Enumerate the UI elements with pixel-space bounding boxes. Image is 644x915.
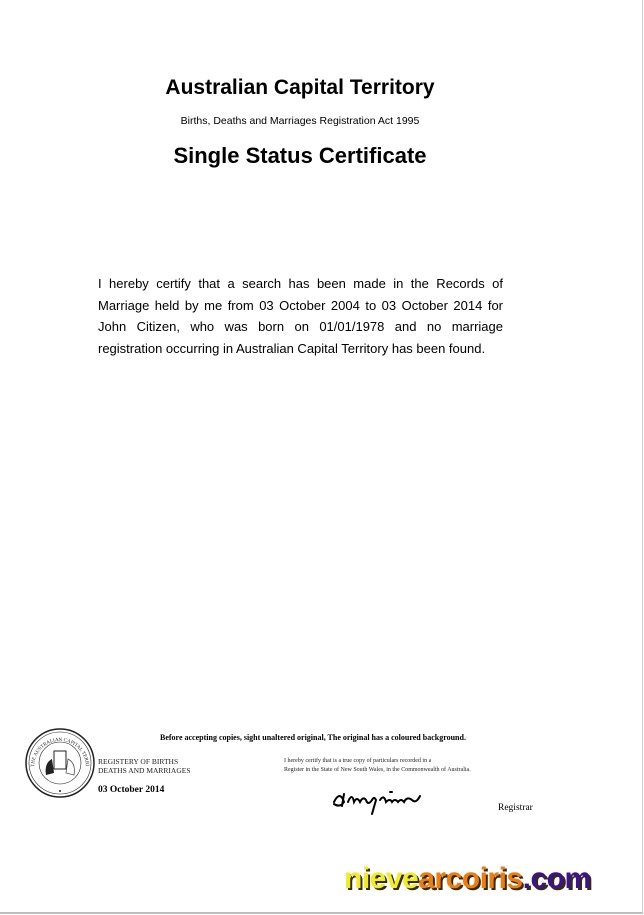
registrar-label: Registrar: [498, 803, 533, 813]
watermark-part-3: .com: [522, 862, 591, 895]
registry-name: [98, 757, 191, 775]
registry-line-1: REGISTERY OF BIRTHS: [98, 757, 179, 766]
registry-line-2: DEATHS AND MARRIAGES: [98, 766, 191, 775]
certify-line-1: I hereby certify that is a true copy of particulars recorded in a: [284, 758, 432, 764]
certificate-title: Single Status Certificate: [173, 143, 427, 168]
act-subheading: Births, Deaths and Marriages Registration Act 1995: [180, 115, 420, 127]
territory-heading: Australian Capital Territory: [165, 76, 435, 99]
watermark-part-1: nieve: [344, 862, 419, 895]
authenticity-notice: Before accepting copies, sight unaltered original, The original has a coloured background.: [160, 733, 466, 742]
registrar-signature-icon: [330, 784, 450, 816]
registrar-seal-icon: [24, 727, 96, 799]
certify-line-2: Register in the State of New South Wales, in the Commonwealth of Australia.: [284, 766, 471, 773]
watermark-part-2: arcoiris: [418, 862, 523, 895]
issue-date: 03 October 2014: [98, 785, 165, 795]
certificate-body: I hereby certify that a search has been made in the Records of Marriage held by me from 03 October 2004 to 03 October 2014 for John Citizen, who was born on 01/01/1978 and no marriage registration occurring in Australian Capital Territory has been found.: [98, 276, 503, 356]
watermark-logo: [344, 862, 591, 896]
true-copy-statement: [284, 757, 471, 774]
svg-text:THE AUSTRALIAN CAPITAL TERRITO: THE AUSTRALIAN CAPITAL TERRI: [30, 737, 89, 768]
